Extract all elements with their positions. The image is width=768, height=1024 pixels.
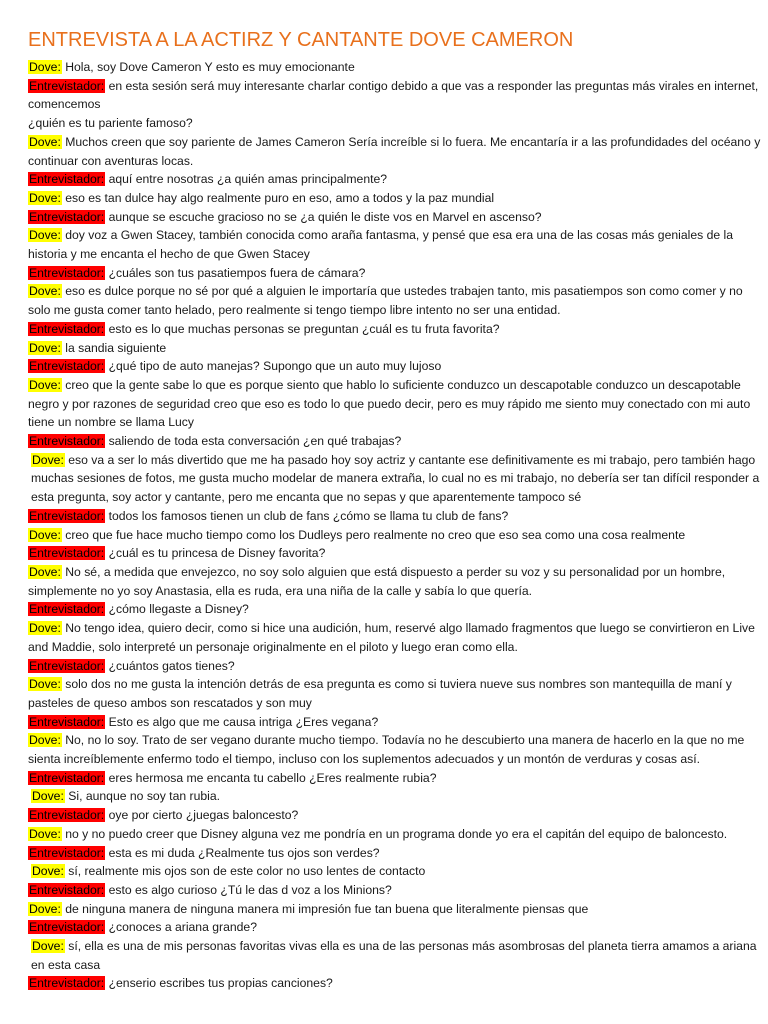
turn-text: creo que fue hace mucho tiempo como los Dudleys pero realmente no creo que eso sea como una cosa realmente: [61, 527, 686, 542]
transcript-turn: [28, 787, 768, 806]
transcript-turn: [28, 320, 768, 339]
transcript-turn: [28, 58, 768, 77]
transcript-turn: [28, 974, 768, 993]
transcript-turn: [28, 918, 768, 937]
speaker-dove-label: Dove:: [32, 939, 64, 954]
turn-text: esto es lo que muchas personas se preguntan ¿cuál es tu fruta favorita?: [105, 321, 500, 336]
turn-text: eso va a ser lo más divertido que me ha pasado hoy soy actriz y cantante ese definitivamente es mi trabajo, pero también hago muchas sesiones de fotos, me gusta mucho modelar de manera extraña, lo cual no es mi trabajo, no debería ser tan difícil responder a esta pregunta, soy actor y cantante, pero me encanta que no sepas y que aparentemente tampoco sé: [31, 452, 760, 505]
speaker-entrevistador-label: Entrevistador:: [29, 976, 105, 991]
speaker-entrevistador-label: Entrevistador:: [29, 172, 105, 187]
speaker-dove-label: Dove:: [29, 677, 61, 692]
speaker-entrevistador-label: Entrevistador:: [29, 658, 105, 673]
turn-text: No, no lo soy. Trato de ser vegano durante mucho tiempo. Todavía no he descubierto una manera de hacerlo en la que no me sienta increíblemente enfermo todo el tiempo, incluso con los suplementos adecuados y un montón de verduras y cosas así.: [28, 733, 745, 767]
transcript-turn: [28, 675, 768, 712]
transcript-turn: [28, 544, 768, 563]
turn-text: eso es tan dulce hay algo realmente puro en eso, amo a todos y la paz mundial: [61, 190, 495, 205]
speaker-entrevistador-label: Entrevistador:: [29, 321, 105, 336]
turn-text: solo dos no me gusta la intención detrás de esa pregunta es como si tuviera nueve sus nombres son mantequilla de maní y pasteles de queso ambos son rescatados y son muy: [28, 677, 732, 710]
transcript-turn: [28, 451, 768, 507]
turn-text: No tengo idea, quiero decir, como si hice una audición, hum, reservé algo llamado fragmentos que luego se convirtieron en Live and Maddie, solo interpreté un personaje originalmente en el piloto y luego eran como ella.: [28, 621, 755, 654]
transcript-turn: [28, 657, 768, 676]
turn-text: ¿conoces a ariana grande?: [105, 920, 257, 935]
transcript-turn: [28, 769, 768, 788]
transcript-turn: [28, 357, 768, 376]
speaker-entrevistador-label: Entrevistador:: [29, 770, 105, 785]
turn-text: ¿cuál es tu princesa de Disney favorita?: [105, 546, 326, 561]
turn-text: ¿cómo llegaste a Disney?: [105, 602, 249, 617]
speaker-entrevistador-label: Entrevistador:: [29, 714, 105, 729]
turn-text: No sé, a medida que envejezco, no soy solo alguien que está dispuesto a perder su voz y su personalidad por un hombre, simplemente no yo soy Anastasia, ella es ruda, era una niña de la calle y sabía lo que quería.: [28, 564, 726, 598]
transcript-turn: [28, 937, 768, 974]
speaker-entrevistador-label: Entrevistador:: [29, 265, 105, 280]
document-title: ENTREVISTA A LA ACTIRZ Y CANTANTE DOVE CAMERON: [28, 29, 574, 51]
transcript-turn: [28, 600, 768, 619]
speaker-dove-label: Dove:: [32, 452, 64, 467]
turn-text: Esto es algo que me causa intriga ¿Eres vegana?: [105, 714, 379, 729]
speaker-dove-label: Dove:: [29, 527, 61, 542]
transcript-turn: [28, 189, 768, 208]
speaker-entrevistador-label: Entrevistador:: [29, 508, 105, 523]
turn-text: ¿cuántos gatos tienes?: [105, 658, 235, 673]
turn-text: esta es mi duda ¿Realmente tus ojos son verdes?: [105, 845, 380, 860]
transcript-turn: [28, 844, 768, 863]
speaker-dove-label: Dove:: [29, 826, 61, 841]
turn-text: sí, realmente mis ojos son de este color no uso lentes de contacto: [64, 864, 426, 879]
speaker-dove-label: Dove:: [29, 377, 61, 392]
speaker-entrevistador-label: Entrevistador:: [29, 920, 105, 935]
speaker-entrevistador-label: Entrevistador:: [29, 602, 105, 617]
turn-text: ¿enserio escribes tus propias canciones?: [105, 976, 333, 991]
speaker-dove-label: Dove:: [32, 864, 64, 879]
turn-text: doy voz a Gwen Stacey, también conocida como araña fantasma, y pensé que esa era una de las cosas más geniales de la historia y me encanta el hecho de que Gwen Stacey: [28, 228, 734, 262]
turn-text: ¿cuáles son tus pasatiempos fuera de cámara?: [105, 265, 366, 280]
transcript-turn: [28, 900, 768, 919]
speaker-dove-label: Dove:: [29, 733, 61, 748]
transcript-turn: [28, 282, 768, 319]
turn-text: Si, aunque no soy tan rubia.: [64, 789, 221, 804]
transcript-turn: [28, 133, 768, 170]
speaker-dove-label: Dove:: [29, 60, 61, 74]
turn-text: eso es dulce porque no sé por qué a alguien le importaría que ustedes trabajen tanto, mis pasatiempos son como comer y no solo me gusta comer tanto helado, pero realmente si tengo tiempo libre intento no ser una entidad.: [28, 284, 743, 318]
speaker-entrevistador-label: Entrevistador:: [29, 808, 105, 823]
speaker-entrevistador-label: Entrevistador:: [29, 78, 105, 93]
transcript-turn: [28, 619, 768, 656]
speaker-dove-label: Dove:: [32, 789, 64, 804]
transcript-turn: [28, 208, 768, 227]
transcript-turn: [28, 264, 768, 283]
transcript-turn: [28, 862, 768, 881]
transcript-turn: [28, 825, 768, 844]
speaker-entrevistador-label: Entrevistador:: [29, 209, 105, 224]
turn-text: la sandia siguiente: [61, 340, 167, 355]
transcript-turn: [28, 731, 768, 768]
speaker-dove-label: Dove:: [29, 621, 61, 636]
turn-text: ¿qué tipo de auto manejas? Supongo que un auto muy lujoso: [105, 359, 442, 374]
transcript-turn: [28, 507, 768, 526]
transcript-turn: [28, 563, 768, 600]
speaker-entrevistador-label: Entrevistador:: [29, 546, 105, 561]
turn-text: todos los famosos tienen un club de fans ¿cómo se llama tu club de fans?: [105, 508, 509, 523]
transcript-turn: [28, 881, 768, 900]
transcript-turn: [28, 806, 768, 825]
speaker-dove-label: Dove:: [29, 564, 61, 579]
transcript-turn: [28, 77, 768, 133]
speaker-dove-label: Dove:: [29, 228, 61, 243]
speaker-entrevistador-label: Entrevistador:: [29, 882, 105, 897]
turn-text: oye por cierto ¿juegas baloncesto?: [105, 808, 299, 823]
turn-text: saliendo de toda esta conversación ¿en qué trabajas?: [105, 434, 402, 449]
transcript-turn: [28, 339, 768, 358]
speaker-dove-label: Dove:: [29, 134, 61, 149]
speaker-entrevistador-label: Entrevistador:: [29, 845, 105, 860]
transcript-turn: [28, 432, 768, 451]
speaker-dove-label: Dove:: [29, 284, 61, 299]
turn-text: de ninguna manera de ninguna manera mi impresión fue tan buena que literalmente piensas que: [61, 901, 589, 916]
speaker-entrevistador-label: Entrevistador:: [29, 359, 105, 374]
speaker-dove-label: Dove:: [29, 340, 61, 355]
transcript-turn: [28, 713, 768, 732]
transcript-turn: [28, 526, 768, 545]
turn-text: sí, ella es una de mis personas favoritas vivas ella es una de las personas más asombrosas del planeta tierra amamos a ariana en esta casa: [31, 939, 757, 972]
turn-text: aunque se escuche gracioso no se ¿a quién le diste vos en Marvel en ascenso?: [105, 209, 542, 224]
turn-text: creo que la gente sabe lo que es porque siento que hablo lo suficiente conduzco un descapotable conduzco un descapotable negro y por razones de seguridad creo que eso es todo lo que puedo decir, pero es muy rápido me siento muy conectado con mi auto tiene un nombre se llama Lucy: [28, 377, 751, 430]
turn-text: no y no puedo creer que Disney alguna vez me pondría en un programa donde yo era el capitán del equipo de baloncesto.: [61, 826, 728, 841]
turn-text: aquí entre nosotras ¿a quién amas principalmente?: [105, 172, 388, 187]
turn-text: ¿quién es tu pariente famoso?: [28, 116, 193, 131]
transcript-turn: [28, 376, 768, 432]
transcript-turn: [28, 170, 768, 189]
turn-text: eres hermosa me encanta tu cabello ¿Eres realmente rubia?: [105, 770, 437, 785]
turn-text: esto es algo curioso ¿Tú le das d voz a los Minions?: [105, 882, 392, 897]
speaker-dove-label: Dove:: [29, 901, 61, 916]
speaker-entrevistador-label: Entrevistador:: [29, 434, 105, 449]
speaker-dove-label: Dove:: [29, 190, 61, 205]
interview-transcript: [28, 58, 768, 993]
turn-text: en esta sesión será muy interesante charlar contigo debido a que vas a responder las preguntas más virales en internet, comencemos: [28, 78, 759, 112]
turn-text: Muchos creen que soy pariente de James Cameron Sería increíble si lo fuera. Me encantaría ir a las profundidades del océano y continuar con aventuras locas.: [28, 134, 761, 168]
turn-text: Hola, soy Dove Cameron Y esto es muy emocionante: [61, 60, 355, 74]
transcript-turn: [28, 226, 768, 263]
